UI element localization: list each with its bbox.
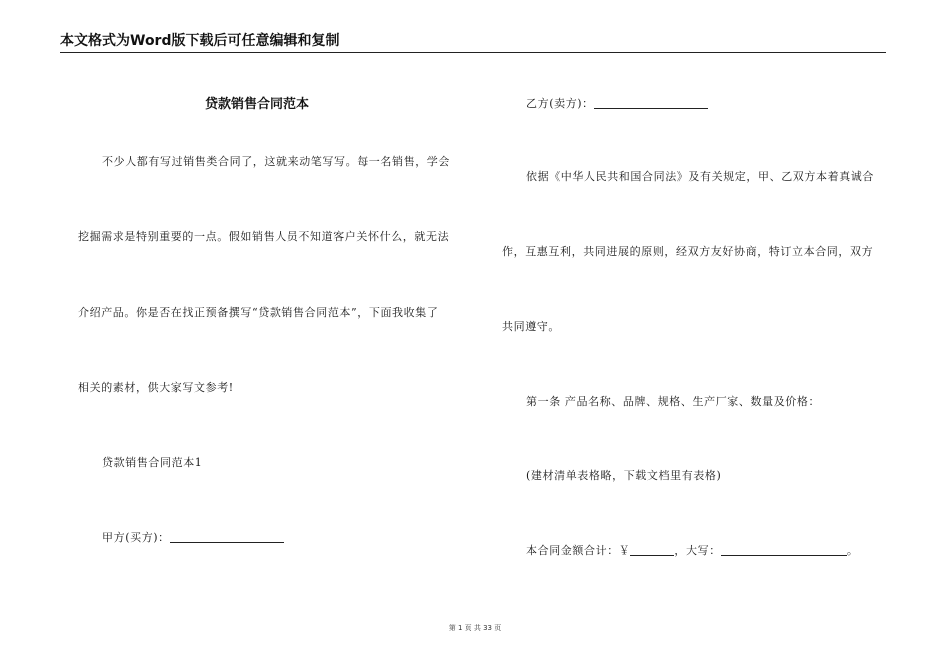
total-end-mark: 。	[846, 544, 859, 557]
intro-line-1: 不少人都有写过销售类合同了，这就来动笔写写。每一名销售，学会	[102, 155, 450, 168]
intro-line-3: 介绍产品。你是否在找正预备撰写“贷款销售合同范本”，下面我收集了	[78, 306, 439, 319]
party-b-label: 乙方(卖方)：	[526, 97, 594, 110]
article-1-heading: 第一条 产品名称、品牌、规格、生产厂家、数量及价格：	[526, 395, 821, 408]
total-mid-label: ，大写：	[674, 544, 721, 557]
total-label: 本合同金额合计：￥	[526, 544, 631, 557]
basis-line-1: 依据《中华人民共和国合同法》及有关规定，甲、乙双方本着真诚合	[526, 170, 874, 183]
total-words-blank	[721, 544, 847, 556]
intro-line-2: 挖掘需求是特别重要的一点。假如销售人员不知道客户关怀什么，就无法	[78, 230, 450, 243]
intro-line-4: 相关的素材，供大家写文参考!	[78, 381, 234, 394]
party-a-line	[102, 529, 284, 545]
document-title: 贷款销售合同范本	[205, 97, 310, 112]
section-subheading: 贷款销售合同范本1	[102, 456, 203, 469]
page-indicator: 第 1 页 共 33 页	[448, 624, 502, 632]
basis-line-2: 作，互惠互利，共同进展的原则，经双方友好协商，特订立本合同，双方	[502, 245, 874, 258]
header-banner: 本文格式为Word版下载后可任意编辑和复制	[60, 33, 340, 49]
header-divider	[60, 52, 886, 53]
party-a-blank	[170, 531, 284, 543]
party-b-line	[526, 95, 708, 111]
party-a-label: 甲方(买方)：	[102, 531, 170, 544]
basis-line-3: 共同遵守。	[502, 320, 560, 333]
party-b-blank	[594, 97, 708, 109]
article-1-note: (建材清单表格略，下载文档里有表格)	[526, 469, 722, 482]
total-amount-blank	[630, 544, 674, 556]
total-amount-line	[526, 542, 858, 558]
